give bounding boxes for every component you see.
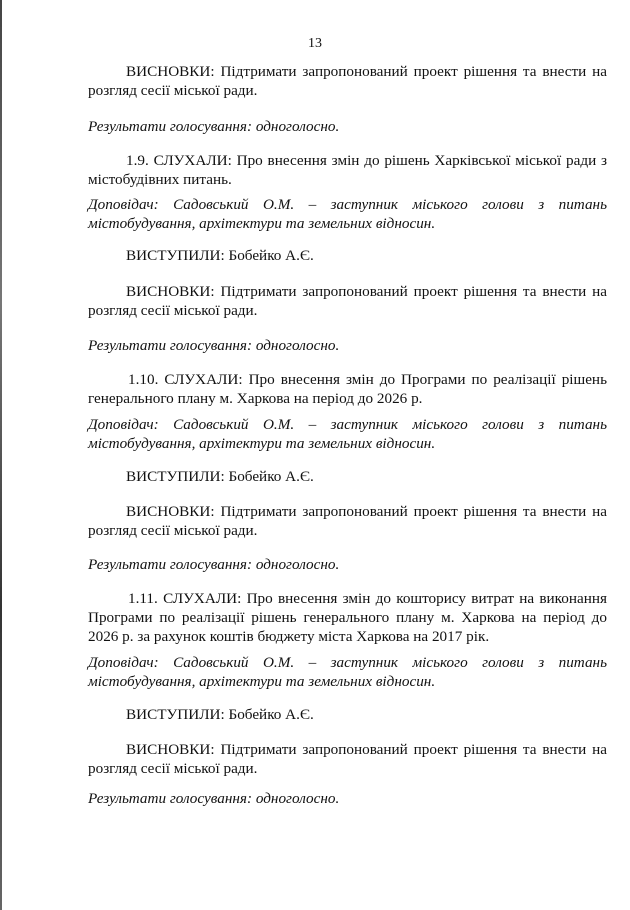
spoke-paragraph: ВИСТУПИЛИ: Бобейко А.Є. <box>126 706 314 723</box>
spoke-paragraph: ВИСТУПИЛИ: Бобейко А.Є. <box>126 468 314 485</box>
conclusion-paragraph: ВИСНОВКИ: Підтримати запропонований проект рішення та внести на розгляд сесії міської ради. <box>88 63 607 99</box>
spoke-paragraph: ВИСТУПИЛИ: Бобейко А.Є. <box>126 247 314 264</box>
heard-paragraph: 1.11. СЛУХАЛИ: Про внесення змін до кошторису витрат на виконання Програми по реалізації рішень генерального плану м. Харкова на період до 2026 р. за рахунок коштів бюджету міста Харкова на 2017 рік. <box>88 590 607 645</box>
conclusion-paragraph: ВИСНОВКИ: Підтримати запропонований проект рішення та внести на розгляд сесії міської ради. <box>88 503 607 539</box>
conclusion-paragraph: ВИСНОВКИ: Підтримати запропонований проект рішення та внести на розгляд сесії міської ради. <box>88 741 607 777</box>
voting-result: Результати голосування: одноголосно. <box>88 790 340 807</box>
voting-result: Результати голосування: одноголосно. <box>88 556 340 573</box>
speaker-paragraph: Доповідач: Садовський О.М. – заступник міського голови з питань містобудування, архітектури та земельних відносин. <box>88 416 607 452</box>
speaker-paragraph: Доповідач: Садовський О.М. – заступник міського голови з питань містобудування, архітектури та земельних відносин. <box>88 654 607 690</box>
scan-edge <box>0 0 2 910</box>
page-number: 13 <box>308 36 322 51</box>
heard-paragraph: 1.9. СЛУХАЛИ: Про внесення змін до рішень Харківської міської ради з містобудівних питань. <box>88 152 607 188</box>
conclusion-paragraph: ВИСНОВКИ: Підтримати запропонований проект рішення та внести на розгляд сесії міської ради. <box>88 283 607 319</box>
voting-result: Результати голосування: одноголосно. <box>88 337 340 354</box>
voting-result: Результати голосування: одноголосно. <box>88 118 340 135</box>
speaker-paragraph: Доповідач: Садовський О.М. – заступник міського голови з питань містобудування, архітектури та земельних відносин. <box>88 196 607 232</box>
heard-paragraph: 1.10. СЛУХАЛИ: Про внесення змін до Програми по реалізації рішень генерального плану м. Харкова на період до 2026 р. <box>88 371 607 407</box>
